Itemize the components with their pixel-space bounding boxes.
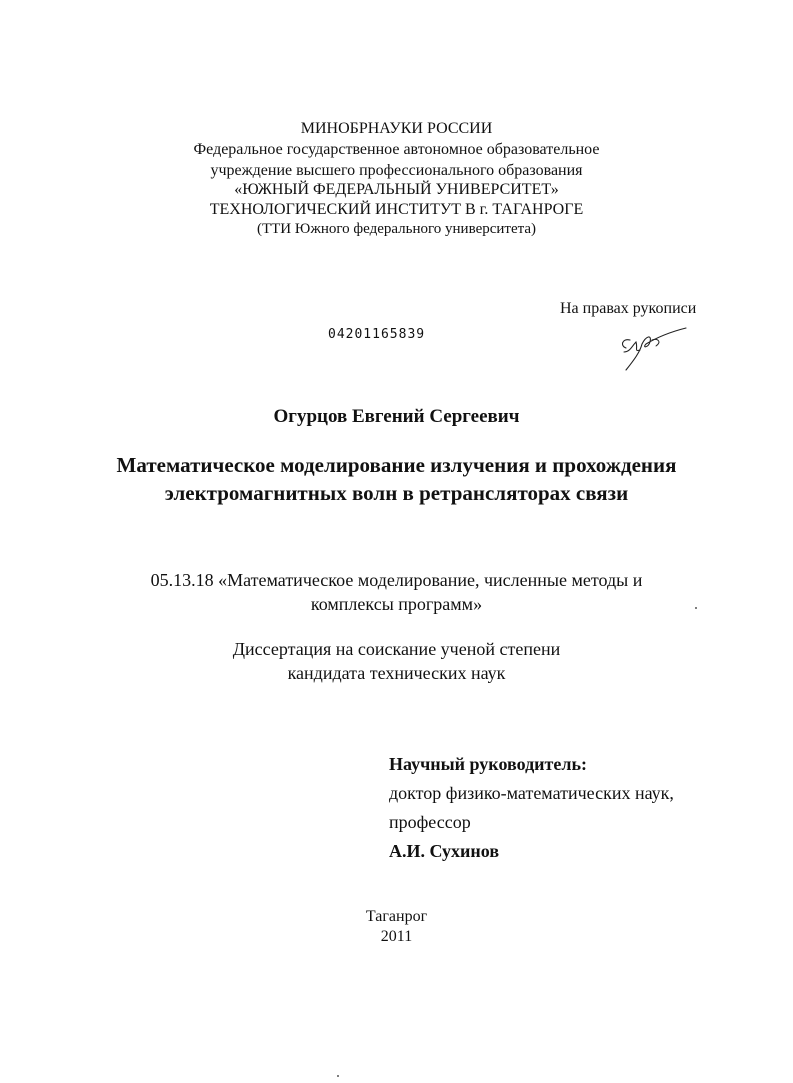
supervisor-degree: доктор физико-математических наук, <box>389 783 674 803</box>
supervisor-name: А.И. Сухинов <box>389 841 500 861</box>
supervisor-rank: профессор <box>389 812 471 832</box>
institution-type-line-1: Федеральное государственное автономное образовательное <box>193 141 600 158</box>
dissertation-title-line-1: Математическое моделирование излучения и прохождения <box>116 453 677 477</box>
degree-line-2: кандидата технических наук <box>287 663 506 683</box>
institute-name: ТЕХНОЛОГИЧЕСКИЙ ИНСТИТУТ В г. ТАГАНРОГЕ <box>209 201 584 218</box>
specialty-line-1: 05.13.18 «Математическое моделирование, численные методы и <box>150 570 643 590</box>
signature-mark <box>612 318 692 374</box>
year: 2011 <box>380 928 413 945</box>
author-name: Огурцов Евгений Сергеевич <box>273 406 520 427</box>
dissertation-title-line-2: электромагнитных волн в ретрансляторах связи <box>164 481 629 505</box>
ministry-name: МИНОБРНАУКИ РОССИИ <box>300 120 493 137</box>
scan-speck <box>695 607 697 609</box>
institution-type-line-2: учреждение высшего профессионального образования <box>210 162 583 179</box>
institute-abbreviation: (ТТИ Южного федерального университета) <box>256 221 537 237</box>
university-name: «ЮЖНЫЙ ФЕДЕРАЛЬНЫЙ УНИВЕРСИТЕТ» <box>234 181 559 198</box>
degree-line-1: Диссертация на соискание ученой степени <box>232 639 561 659</box>
scan-speck <box>337 1075 339 1077</box>
catalog-number: 04201165839 <box>328 327 426 342</box>
city: Таганрог <box>365 908 428 925</box>
supervisor-heading: Научный руководитель: <box>389 754 587 774</box>
specialty-line-2: комплексы программ» <box>310 594 483 614</box>
manuscript-rights-note: На правах рукописи <box>560 300 697 317</box>
